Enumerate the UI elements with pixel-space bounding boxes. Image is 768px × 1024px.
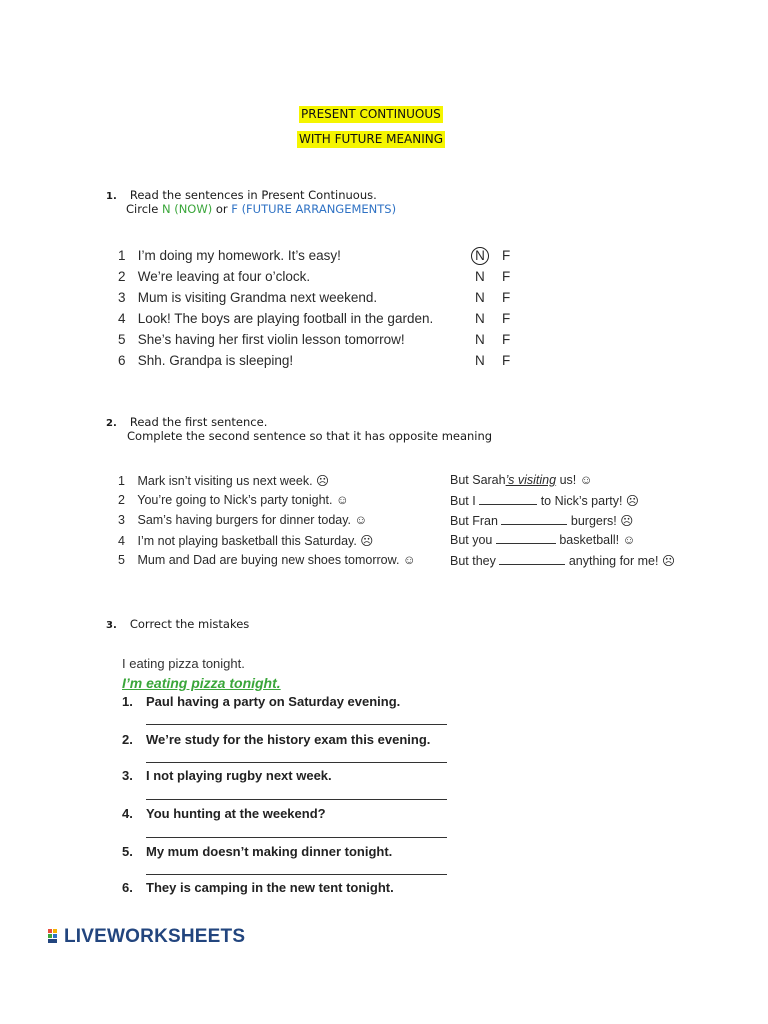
section-1-subheading bbox=[126, 202, 396, 216]
answer-row bbox=[450, 473, 592, 487]
item-number: 4 bbox=[118, 534, 125, 548]
list-item bbox=[122, 732, 430, 747]
or-label: or bbox=[215, 202, 228, 216]
answer-blank[interactable] bbox=[499, 554, 565, 565]
choice-n[interactable]: N bbox=[475, 269, 485, 284]
list-item bbox=[122, 806, 326, 821]
answer-line[interactable] bbox=[146, 837, 447, 838]
answer-suffix: to Nick’s party! ☹ bbox=[540, 494, 639, 508]
section-number: 2. bbox=[106, 418, 117, 429]
choice-n[interactable]: N bbox=[475, 311, 485, 326]
item-number: 2 bbox=[118, 493, 125, 507]
item-number: 1. bbox=[122, 694, 133, 709]
section-3-heading bbox=[106, 613, 249, 632]
list-item bbox=[118, 311, 433, 326]
answer-line[interactable] bbox=[146, 762, 447, 763]
list-item bbox=[118, 553, 416, 567]
list-item bbox=[122, 880, 394, 895]
section-instruction: Read the sentences in Present Continuous. bbox=[129, 188, 377, 202]
item-number: 2. bbox=[122, 732, 133, 747]
item-text: I’m not playing basketball this Saturday. ☹ bbox=[137, 534, 374, 548]
circle-label: Circle bbox=[126, 202, 159, 216]
answer-suffix: basketball! ☺ bbox=[559, 533, 636, 547]
list-item bbox=[118, 332, 405, 347]
item-number: 1 bbox=[118, 474, 125, 488]
item-number: 6 bbox=[118, 353, 126, 368]
answer-row bbox=[450, 513, 633, 528]
item-number: 4. bbox=[122, 806, 133, 821]
list-item bbox=[118, 513, 367, 527]
item-text: My mum doesn’t making dinner tonight. bbox=[146, 844, 393, 859]
list-item bbox=[122, 844, 392, 859]
section-2-subheading: Complete the second sentence so that it has opposite meaning bbox=[127, 429, 493, 443]
answer-prefix: But you bbox=[450, 533, 493, 547]
item-number: 4 bbox=[118, 311, 126, 326]
section-instruction: Correct the mistakes bbox=[129, 617, 250, 631]
item-number: 2 bbox=[118, 269, 126, 284]
answer-blank[interactable] bbox=[479, 494, 537, 505]
liveworksheets-logo bbox=[48, 926, 245, 948]
item-text: Shh. Grandpa is sleeping! bbox=[137, 353, 294, 368]
list-item bbox=[118, 493, 349, 507]
title-line-2: WITH FUTURE MEANING bbox=[299, 132, 444, 146]
item-text: You’re going to Nick’s party tonight. ☺ bbox=[137, 493, 349, 507]
answer-row bbox=[450, 533, 635, 547]
choice-n[interactable]: N bbox=[475, 332, 485, 347]
item-text: You hunting at the weekend? bbox=[146, 806, 326, 821]
answer-suffix: anything for me! ☹ bbox=[568, 554, 675, 568]
item-number: 1 bbox=[118, 248, 126, 263]
list-item bbox=[122, 768, 332, 783]
choice-f[interactable]: F bbox=[502, 353, 511, 368]
section-2-heading bbox=[106, 411, 267, 430]
item-text: She’s having her first violin lesson tomorrow! bbox=[137, 332, 405, 347]
answer-row bbox=[450, 493, 639, 508]
list-item bbox=[118, 473, 329, 488]
list-item bbox=[118, 248, 341, 263]
answer-prefix: But I bbox=[450, 494, 476, 508]
list-item bbox=[122, 694, 400, 709]
n-label: N (NOW) bbox=[161, 202, 213, 216]
item-text: Mum and Dad are buying new shoes tomorrow. ☺ bbox=[137, 553, 416, 567]
answer-filled: ’s visiting bbox=[505, 473, 557, 487]
choice-n-circled[interactable] bbox=[475, 247, 489, 265]
logo-text: LIVEWORKSHEETS bbox=[64, 926, 246, 947]
choice-n[interactable]: N bbox=[475, 290, 485, 305]
list-item bbox=[118, 353, 293, 368]
item-number: 5 bbox=[118, 332, 126, 347]
section-1-heading bbox=[106, 184, 377, 203]
answer-line[interactable] bbox=[146, 724, 447, 725]
item-text: Paul having a party on Saturday evening. bbox=[146, 694, 401, 709]
title-line-1: PRESENT CONTINUOUS bbox=[301, 107, 441, 121]
choice-f[interactable]: F bbox=[502, 332, 511, 347]
example-sentence: I eating pizza tonight. bbox=[122, 656, 245, 671]
answer-line[interactable] bbox=[146, 874, 447, 875]
answer-line[interactable] bbox=[146, 799, 447, 800]
answer-row bbox=[450, 553, 675, 568]
item-text: They is camping in the new tent tonight. bbox=[146, 880, 394, 895]
item-text: Mark isn’t visiting us next week. ☹ bbox=[137, 474, 330, 488]
item-number: 5 bbox=[118, 553, 125, 567]
list-item bbox=[118, 290, 377, 305]
answer-prefix: But they bbox=[450, 554, 496, 568]
liveworksheets-logo-icon bbox=[48, 929, 62, 943]
item-text: We’re leaving at four o’clock. bbox=[137, 269, 311, 284]
item-number: 6. bbox=[122, 880, 133, 895]
choice-f[interactable]: F bbox=[502, 269, 511, 284]
section-number: 3. bbox=[106, 620, 117, 631]
item-text: We’re study for the history exam this evening. bbox=[146, 732, 431, 747]
answer-suffix: burgers! ☹ bbox=[570, 514, 634, 528]
item-text: I’m doing my homework. It’s easy! bbox=[137, 248, 341, 263]
item-text: Sam’s having burgers for dinner today. ☺ bbox=[137, 513, 368, 527]
answer-blank[interactable] bbox=[496, 533, 556, 544]
item-text: Mum is visiting Grandma next weekend. bbox=[137, 290, 378, 305]
answer-suffix: us! ☺ bbox=[559, 473, 593, 487]
list-item bbox=[118, 269, 310, 284]
item-number: 3. bbox=[122, 768, 133, 783]
item-text: I not playing rugby next week. bbox=[146, 768, 332, 783]
item-number: 3 bbox=[118, 290, 126, 305]
choice-f[interactable]: F bbox=[502, 290, 511, 305]
answer-prefix: But Fran bbox=[450, 514, 498, 528]
item-number: 5. bbox=[122, 844, 133, 859]
list-item bbox=[118, 533, 373, 548]
item-text: Look! The boys are playing football in the garden. bbox=[137, 311, 434, 326]
choice-n[interactable]: N bbox=[471, 247, 489, 265]
answer-prefix: But Sarah bbox=[450, 473, 506, 487]
section-instruction: Read the first sentence. bbox=[129, 415, 268, 429]
example-answer: I’m eating pizza tonight. bbox=[122, 675, 281, 691]
choice-f[interactable]: F bbox=[502, 248, 511, 263]
choice-n[interactable]: N bbox=[475, 353, 485, 368]
answer-blank[interactable] bbox=[501, 514, 567, 525]
f-label: F (FUTURE ARRANGEMENTS) bbox=[231, 202, 397, 216]
item-number: 3 bbox=[118, 513, 125, 527]
section-number: 1. bbox=[106, 191, 117, 202]
choice-f[interactable]: F bbox=[502, 311, 511, 326]
